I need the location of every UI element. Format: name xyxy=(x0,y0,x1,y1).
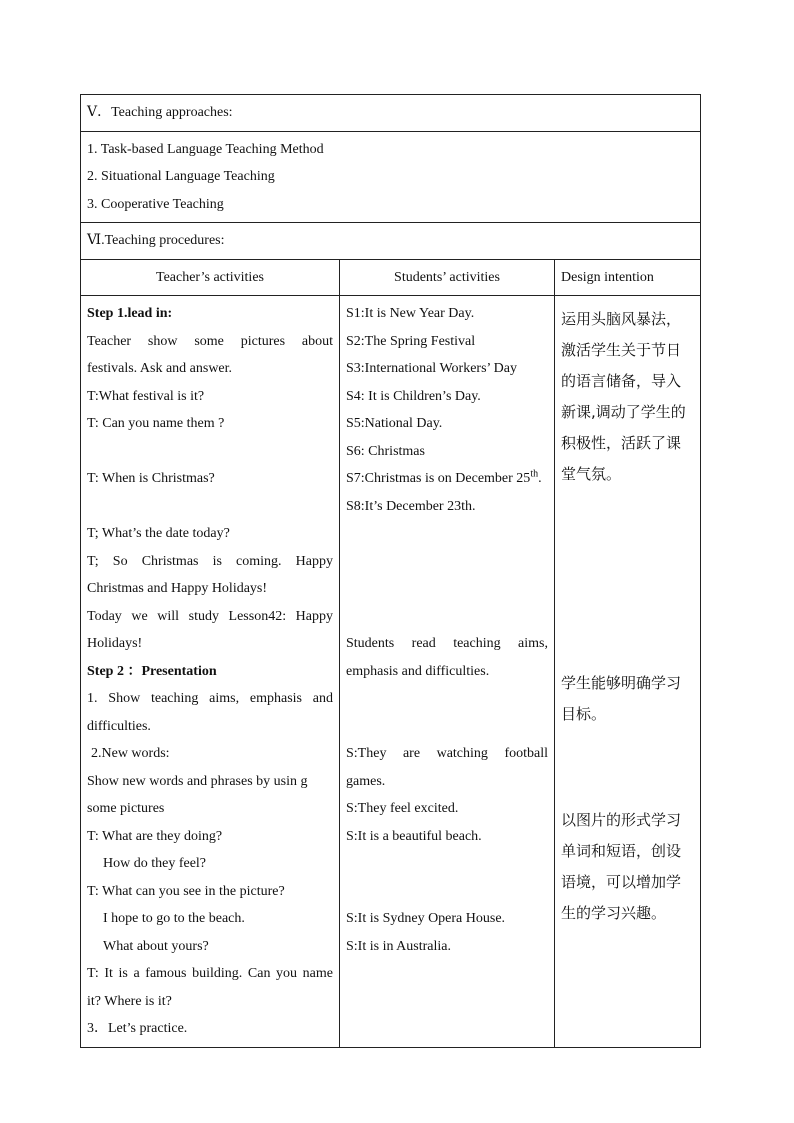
teacher-line: 1. Show teaching aims, emphasis and difficulties. xyxy=(87,691,333,734)
teacher-line: T; So Christmas is coming. Happy Christmas and Happy Holidays! xyxy=(87,553,333,596)
procedures-body-row xyxy=(81,296,701,1048)
design-intention-header: Design intention xyxy=(555,259,701,296)
procedures-title: Ⅵ.Teaching procedures: xyxy=(81,223,701,260)
student-line: S8:It’s December 23th. xyxy=(346,498,476,514)
teacher-line: T: When is Christmas? xyxy=(87,471,215,486)
approaches-title-row xyxy=(81,95,701,132)
design-note: 学生能够明确学习目标。 xyxy=(561,674,682,723)
column-header-row xyxy=(81,259,701,296)
approach-item: 1. Task-based Language Teaching Method xyxy=(87,141,324,157)
teacher-line: T: Can you name them ? xyxy=(87,416,225,431)
approaches-title: Ⅴ．Teaching approaches: xyxy=(81,95,701,132)
procedures-title-row xyxy=(81,223,701,260)
student-line: S1:It is New Year Day. xyxy=(346,306,475,321)
students-activities-header: Students’ activities xyxy=(340,259,555,296)
approaches-list xyxy=(81,131,701,223)
teacher-line: What about yours? xyxy=(103,938,209,954)
student-line: S:It is a beautiful beach. xyxy=(346,828,482,844)
teacher-line: T; What’s the date today? xyxy=(87,526,230,541)
student-line: S:They feel excited. xyxy=(346,801,459,816)
step1-title: Step 1.lead in: xyxy=(87,306,173,321)
student-line: S:It is Sydney Opera House. xyxy=(346,911,506,926)
teacher-line: T: What are they doing? xyxy=(87,828,223,844)
teacher-line: 2.New words: xyxy=(91,746,170,761)
student-line: S3:International Workers’ Day xyxy=(346,361,517,376)
student-line: S5:National Day. xyxy=(346,416,443,431)
student-line: S7:Christmas is on December 25th. xyxy=(346,468,542,486)
approach-item: 2. Situational Language Teaching xyxy=(87,169,275,184)
student-line: S:They are watching football games. xyxy=(346,746,548,789)
student-line: Students read teaching aims, emphasis and difficulties. xyxy=(346,636,548,679)
teacher-line: T:What festival is it? xyxy=(87,388,205,404)
approaches-list-row xyxy=(81,131,701,223)
approach-item: 3. Cooperative Teaching xyxy=(87,196,224,212)
students-activities-cell xyxy=(340,296,555,1048)
teacher-line: T: It is a famous building. Can you name it? Where is it? xyxy=(87,966,333,1009)
teacher-line: Show new words and phrases by usin g some pictures xyxy=(87,773,308,816)
teacher-activities-cell xyxy=(81,296,340,1048)
student-line: S4: It is Children’s Day. xyxy=(346,388,481,404)
step2-title: Step 2 ：Presentation xyxy=(87,663,217,679)
teacher-line: Teacher show some pictures about festivals. Ask and answer. xyxy=(87,333,333,376)
teacher-line: 3．Let’s practice. xyxy=(87,1021,188,1036)
lesson-plan-table xyxy=(80,94,701,1048)
teacher-activities-header: Teacher’s activities xyxy=(81,259,340,296)
teacher-line: How do they feel? xyxy=(103,856,207,871)
teacher-line: T: What can you see in the picture? xyxy=(87,883,285,899)
design-intention-cell xyxy=(555,296,701,1048)
design-note: 运用头脑风暴法，激活学生关于节日的语言储备，导入新课,调动了学生的积极性，活跃了课堂气氛。 xyxy=(561,310,686,483)
teacher-line: I hope to go to the beach. xyxy=(103,911,245,926)
student-line: S6: Christmas xyxy=(346,443,425,459)
student-line: S2:The Spring Festival xyxy=(346,333,476,349)
student-line: S:It is in Australia. xyxy=(346,938,451,954)
teacher-line: Today we will study Lesson42: Happy Holidays! xyxy=(87,608,333,651)
design-note: 以图片的形式学习单词和短语，创设语境，可以增加学生的学习兴趣。 xyxy=(561,811,682,922)
